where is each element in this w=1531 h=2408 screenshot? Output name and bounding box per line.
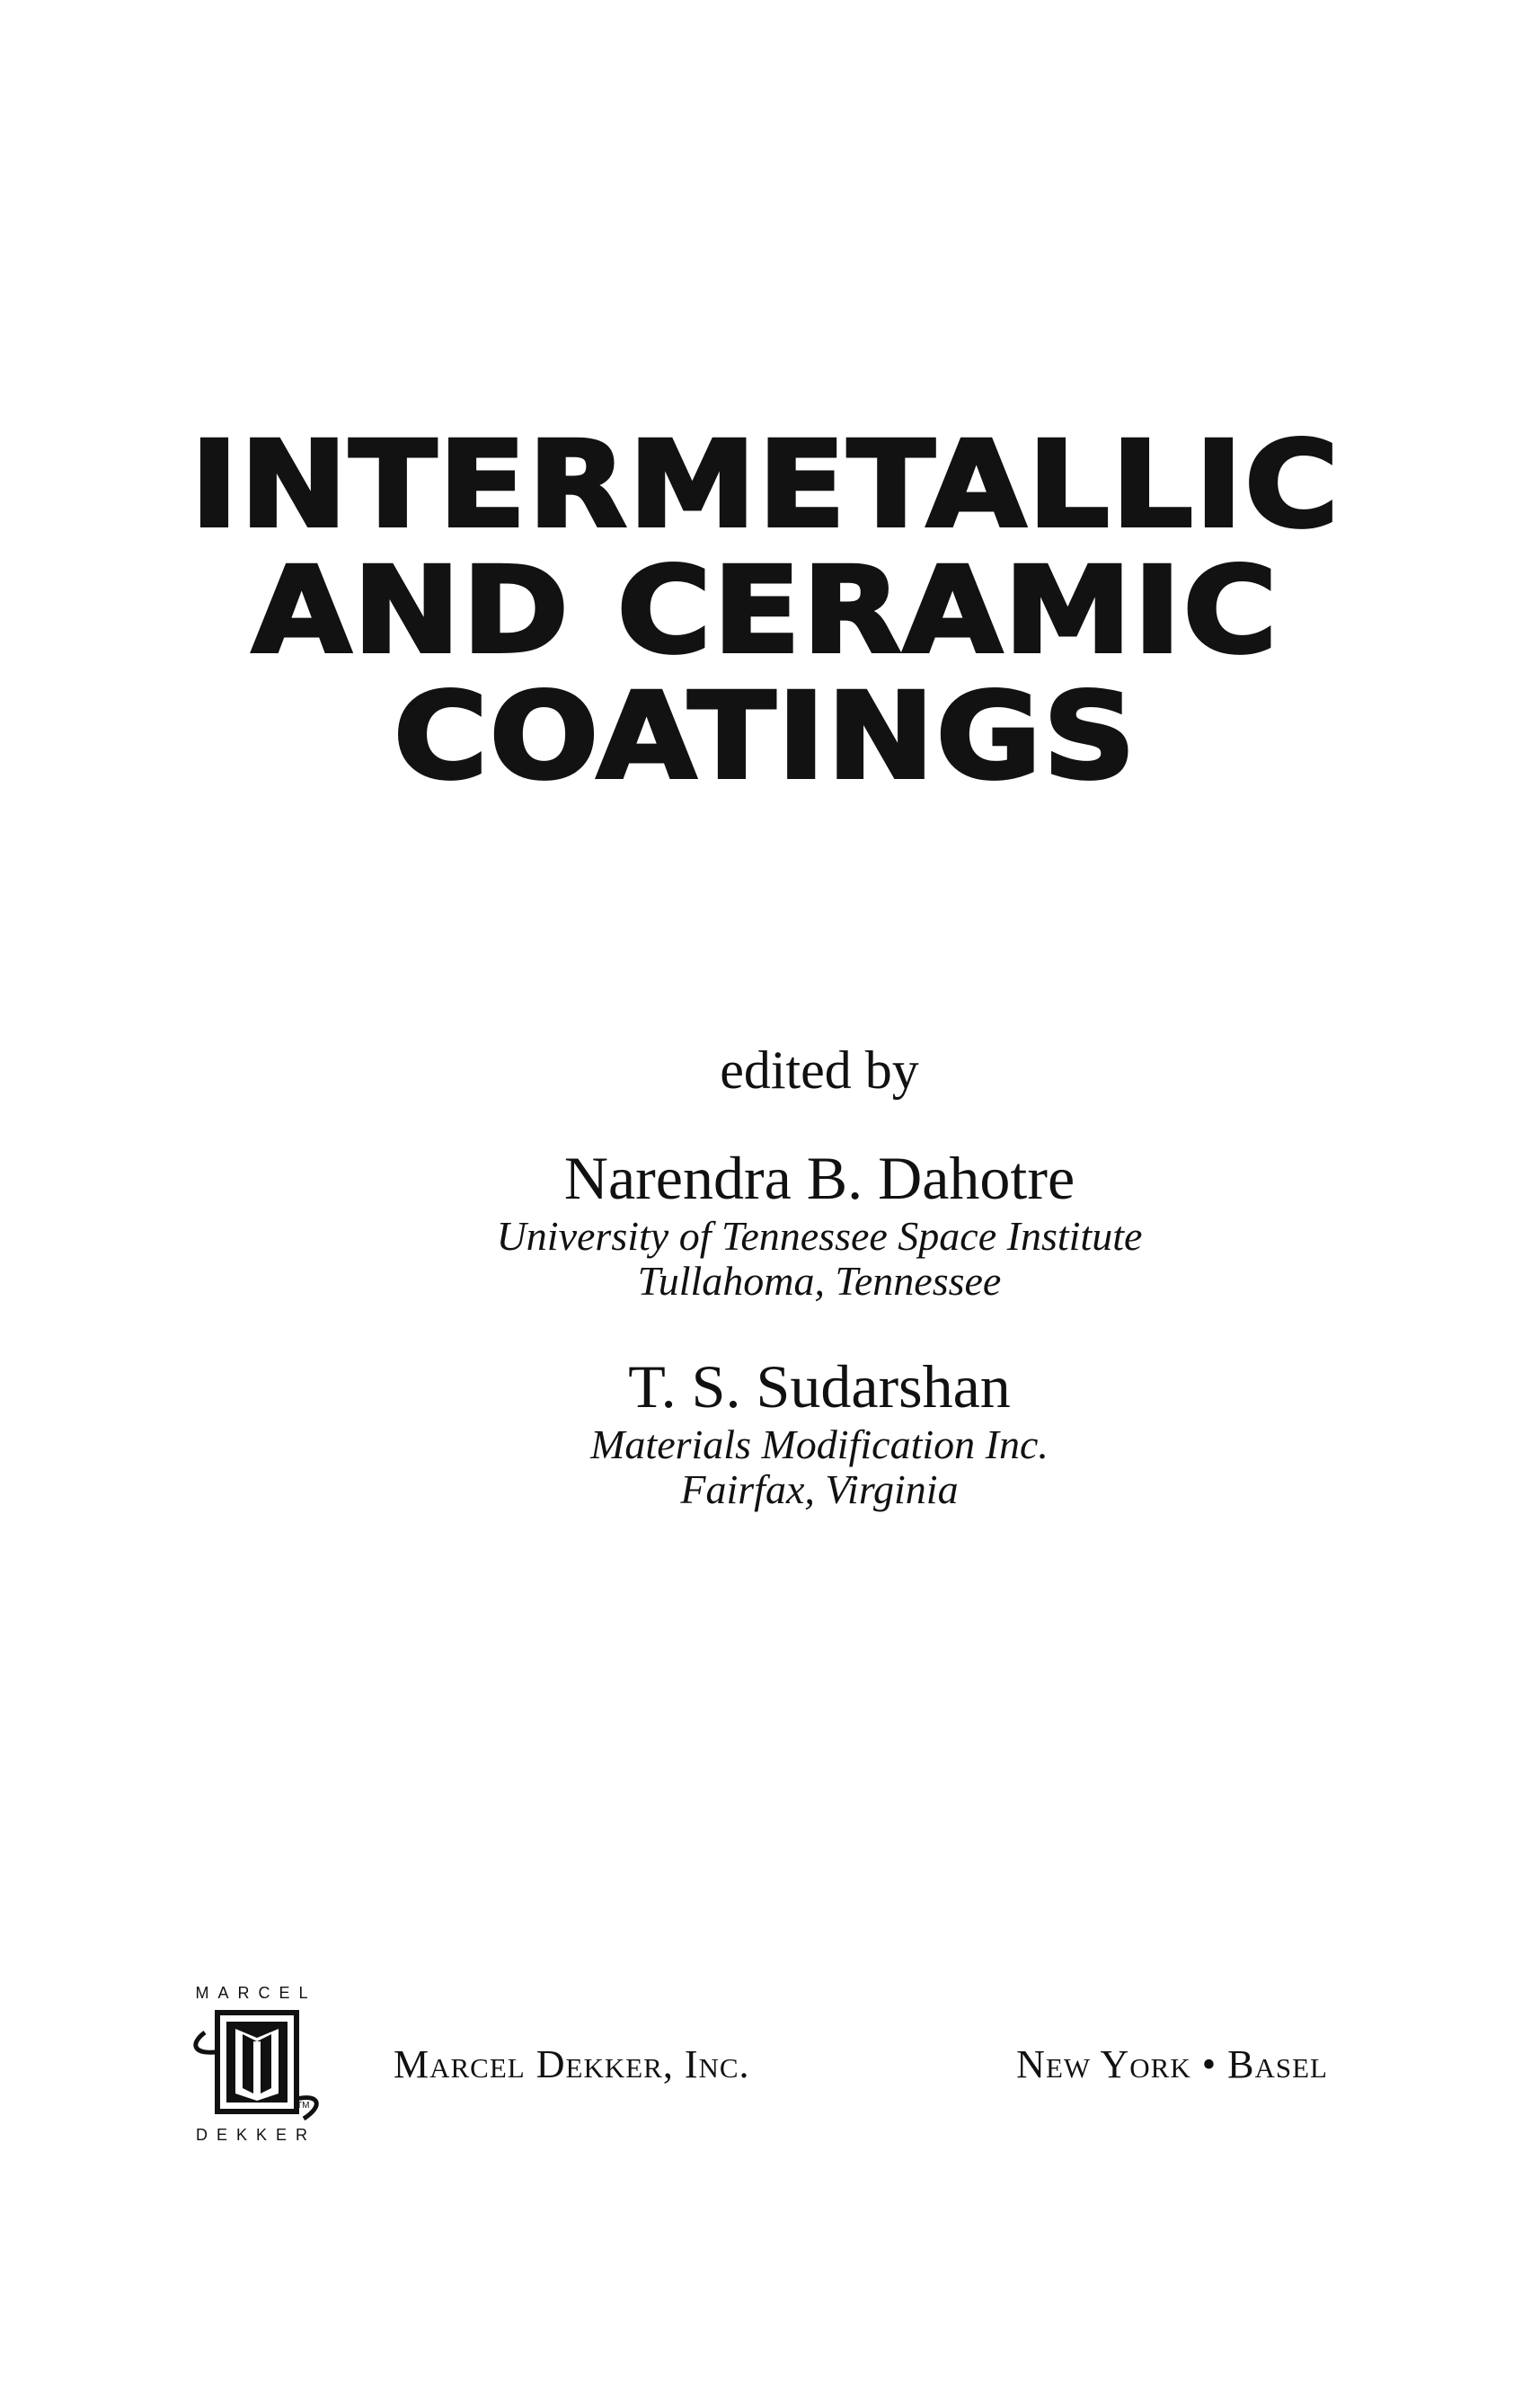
editors-block <box>0 1038 1531 1512</box>
editor-affiliation-institution: Materials Modification Inc. <box>590 1421 1049 1467</box>
logo-top-text: MARCEL <box>195 1984 317 2002</box>
publisher-name: Marcel Dekker, Inc. <box>394 2042 750 2086</box>
publisher-logo <box>189 1984 323 2146</box>
editor-entry <box>0 1350 1531 1512</box>
book-title <box>0 416 1531 806</box>
edited-by-label: edited by <box>720 1040 919 1100</box>
book-logo-icon <box>189 2007 323 2124</box>
editor-name: Narendra B. Dahotre <box>563 1144 1075 1212</box>
logo-bottom-text: DEKKER <box>195 2126 317 2144</box>
title-line-3: COATINGS <box>394 668 1137 806</box>
editor-affiliation-location: Tullahoma, Tennessee <box>637 1258 1002 1304</box>
title-line-1: INTERMETALLIC <box>190 416 1341 554</box>
editor-affiliation-location: Fairfax, Virginia <box>680 1466 959 1512</box>
title-line-2: AND CERAMIC <box>252 542 1279 680</box>
trademark-mark: TM <box>296 2101 310 2111</box>
editor-name: T. S. Sudarshan <box>628 1352 1011 1421</box>
editor-entry <box>0 1142 1531 1304</box>
publisher-cities: New York • Basel <box>1016 2042 1328 2086</box>
editor-affiliation-institution: University of Tennessee Space Institute <box>496 1213 1143 1259</box>
